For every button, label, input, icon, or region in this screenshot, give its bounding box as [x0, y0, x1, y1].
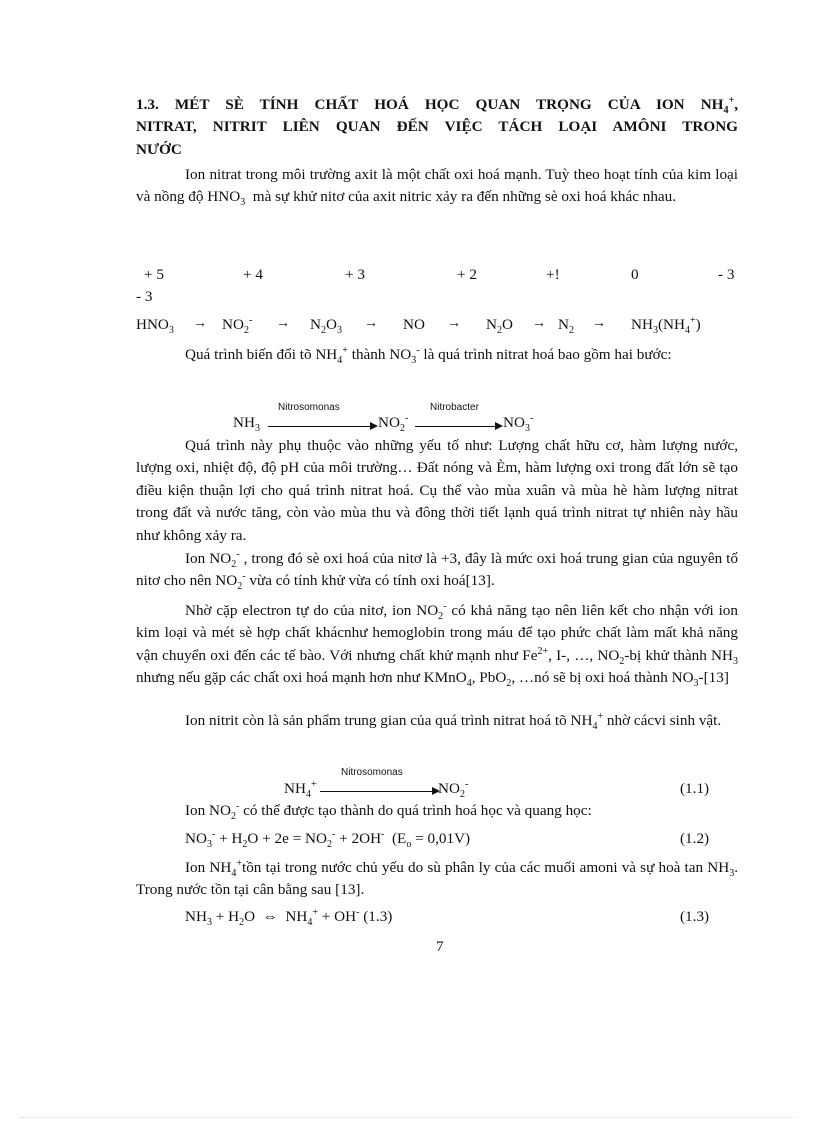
para6-sup: + [597, 710, 604, 722]
nitrif-nh3-text: NH [233, 414, 255, 431]
chain-nh3-sub: 3 [652, 325, 658, 337]
chain-n2 [558, 316, 574, 337]
heading-sup: + [728, 94, 735, 106]
chain-n2-sub: 2 [568, 325, 574, 337]
arrow-line-2 [415, 426, 497, 427]
label-nitrobacter: Nitrobacter [430, 402, 479, 413]
eq12-volt: = 0,01V) [411, 830, 471, 847]
arrow-line-3 [320, 791, 434, 792]
chain-n2o3-o: O [325, 316, 337, 333]
paragraph-3: Quá trình này phụ thuộc vào những yếu tố như: Lượng chất hữu cơ, hàm lượng nước, lượng oxi, nhiệt độ, độ pH của môi trường… Đất nóng và Èm, hàm lượng oxi trong đất lớn sẽ tạo điều kiện thuận lợi cho quá trình nitrat hoá. Cụ thể vào mùa xuân và mùa hè hàm lượng nitrat trong đất và nước tăng, còn vào mùa thu và đông thời tiết lạnh quá trình nitrat tự nhiên này hầu như không xảy ra. [136, 437, 738, 544]
ox-state-extra: - 3 [136, 288, 153, 305]
eq13-sub3: 4 [307, 917, 313, 929]
eq12-sup3: - [332, 828, 336, 840]
para6-text-b: nhờ cácvi sinh vật. [603, 712, 722, 729]
eq12-sub1: 3 [206, 839, 212, 851]
eq13-sup4: - [356, 906, 360, 918]
para6-text-a: Ion nitrit còn là sản phẩm trung gian của quá trình nitrat hoá tõ NH [185, 712, 593, 729]
para2-text-c: là quá trình nitrat hoá bao gồm hai bước: [419, 346, 672, 363]
heading-line-1 [136, 94, 738, 116]
para1-text-a: Ion nitrat trong môi trường axit là một chất oxi hoá mạnh. Tuỳ theo hoạt tính của kim loại và nồng độ HNO [136, 166, 738, 206]
eq12-sup1: - [211, 828, 216, 840]
eq12-number: (1.2) [680, 830, 710, 847]
eq13-equilibrium-arrow: ⇔ [262, 908, 278, 925]
para5-text-d: -bị khử thành NH [624, 646, 733, 664]
paragraph-1 [136, 164, 738, 209]
heading-line-1-text: 1.3. MÉT SÈ TÍNH CHẤT HOÁ HỌC QUAN TRỌNG CỦA ION NH [136, 96, 724, 113]
chain-close-paren: ) [695, 316, 701, 333]
eq13-number: (1.3) [680, 908, 710, 925]
para5-text-f: , PbO [471, 669, 507, 687]
nitrif-no3-sup: - [529, 412, 534, 424]
heading-sub: 4 [723, 105, 729, 117]
ox-state-6: 0 [631, 266, 639, 283]
nitrif-no2-sub: 2 [399, 423, 405, 435]
eq13-sub2: 2 [239, 917, 245, 929]
chain-n2o3-sub2: 3 [336, 325, 342, 337]
nitrif-no2-text: NO [378, 414, 400, 431]
heading-comma: , [734, 96, 738, 113]
label-nitrosomonas-2: Nitrosomonas [341, 767, 403, 778]
ox-state-7: - 3 [718, 266, 735, 283]
para5-text-h: -[13] [698, 669, 729, 687]
eq12-oh: + 2OH [335, 830, 382, 847]
eq12-sub-o: o [406, 839, 412, 851]
eq12-eq-no2: = NO [288, 830, 327, 847]
para1-sub: 3 [240, 197, 246, 209]
eq12-e: (E [388, 830, 407, 847]
paragraph-2 [136, 344, 738, 366]
chain-n2o3-n: N [310, 316, 321, 333]
heading-line-3: NƯỚC [136, 140, 182, 158]
eq11-no2-sup: - [464, 778, 469, 790]
chain-n2o-n: N [486, 316, 497, 333]
para5-sub3: 3 [733, 655, 738, 667]
para5-text-a: Nhờ cặp electron tự do của nitơ, ion NO [185, 602, 439, 619]
eq11-no2-sub: 2 [459, 789, 465, 801]
arrowhead-2 [495, 422, 503, 430]
eq13-sub1: 3 [206, 917, 212, 929]
nitrif-no3 [503, 412, 534, 435]
para5-text-e: nhưng nếu gặp các chất oxi hoá mạnh hơn như KMnO [136, 669, 467, 687]
para1-text-b: mà sự khử nitơ của axit nitric xảy ra đến những sè oxi hoá khác nhau. [252, 188, 677, 206]
para4-text-c: vừa có tính khử vừa có tính oxi hoá[13]. [245, 572, 495, 590]
para5-sub5: 2 [506, 678, 512, 690]
eq13-oh: + OH [318, 908, 357, 925]
chain-no2-sup: - [248, 314, 253, 326]
paragraph-4 [136, 548, 738, 593]
eq11-nh4-sup: + [310, 778, 317, 790]
para4-sub1: 2 [231, 559, 237, 571]
ox-state-1: + 5 [144, 266, 164, 283]
chain-arrow-3: → [364, 316, 378, 331]
chain-hno3-text: HNO [136, 316, 169, 333]
para5-sub2: 2 [619, 655, 625, 667]
chain-no2 [222, 314, 253, 337]
chain-n2o3 [310, 316, 342, 337]
para5-text-c: , I-, …, NO [548, 646, 620, 664]
para5-sub6: 3 [693, 678, 699, 690]
eq12-sub2: 2 [242, 839, 248, 851]
chain-n2-n: N [558, 316, 569, 333]
bottom-border [20, 1117, 796, 1118]
chain-no: NO [403, 316, 425, 333]
paragraph-5 [136, 600, 738, 690]
chain-arrow-6: → [592, 316, 606, 331]
para2-sup2: - [416, 344, 420, 356]
chain-arrow-5: → [532, 316, 546, 331]
para5-sup1: - [443, 600, 447, 612]
eq13-nh3: NH [185, 908, 207, 925]
eq13-nh4: NH [285, 908, 308, 925]
chain-nh4-sub: 4 [684, 325, 690, 337]
para4-text-a: Ion NO [185, 550, 232, 567]
chain-n2o [486, 316, 513, 337]
nitrif-nh3 [233, 414, 260, 435]
para4-text-b: , trong đó sè oxi hoá của nitơ là +3, đây là mức oxi hoá trung gian của nguyên tố nitơ cho nên NO [136, 550, 738, 590]
paragraph-8 [136, 857, 738, 902]
eq12-sub3: 2 [327, 839, 332, 851]
chain-arrow-4: → [447, 316, 461, 331]
paragraph-7 [136, 800, 738, 822]
eq13-equation [185, 906, 393, 929]
nitrif-nh3-sub: 3 [254, 423, 260, 435]
chain-nh4-sup: + [689, 314, 696, 326]
arrowhead-1 [370, 422, 378, 430]
eq12-sup4: - [381, 828, 385, 840]
eq11-number: (1.1) [680, 780, 710, 797]
eq13-sup3: + [312, 906, 318, 918]
para8-sub1: 4 [231, 868, 237, 880]
chain-no2-text: NO [222, 316, 244, 333]
para4-sup1: - [236, 548, 240, 560]
para5-sup2: 2+ [537, 645, 549, 657]
chain-arrow-1: → [193, 316, 207, 331]
label-nitrosomonas-1: Nitrosomonas [278, 402, 340, 413]
nitrif-no3-sub: 3 [524, 423, 530, 435]
eq12-equation [185, 828, 471, 851]
para5-text-g: , …nó sẽ bị oxi hoá thành NO [511, 669, 694, 687]
para6-sub: 4 [592, 721, 598, 733]
chain-n2o-o: O [501, 316, 513, 333]
chain-n2o-sub: 2 [496, 325, 502, 337]
chain-hno3-sub: 3 [168, 325, 174, 337]
chain-arrow-2: → [276, 316, 290, 331]
section-heading [136, 94, 738, 161]
nitrif-no2-sup: - [404, 412, 409, 424]
paragraph-6 [136, 710, 738, 732]
para5-sub1: 2 [438, 611, 444, 623]
para7-sub: 2 [230, 811, 236, 823]
eq13-inline-number: (1.3) [359, 908, 393, 925]
para5-text-b: có khả năng tạo nên liên kết cho nhận với ion kim loại và mét sè hợp chất khácnhư hemoglobin trong máu để tạo phức chất làm mất khả năng vận chuyển oxi đến các tế bào. Với nhưng chất khử mạnh như Fe [136, 602, 738, 664]
eq12-no3: NO [185, 830, 207, 847]
eq11-nh4-sub: 4 [305, 789, 311, 801]
para8-text-c: . Trong nước tồn tại cân bằng sau [13]. [136, 859, 738, 899]
para2-text-b: thành NO [347, 346, 412, 363]
ox-state-2: + 4 [243, 266, 263, 283]
heading-line-2: NITRAT, NITRIT LIÊN QUAN ĐẾN VIỆC TÁCH LOẠI AMÔNI TRONG [136, 118, 738, 136]
eq11-nh4-text: NH [284, 780, 306, 797]
eq13-o: O [244, 908, 256, 925]
para5-sub4: 4 [466, 678, 472, 690]
para2-text-a: Quá trình biến đổi tõ NH [185, 346, 338, 363]
para8-text-b: tồn tại trong nước chủ yếu do sù phân ly của các muối amoni và sự hoà tan NH [241, 859, 730, 876]
para4-sub2: 2 [237, 581, 243, 593]
chain-nh3-text: NH [631, 316, 653, 333]
para7-sup: - [235, 800, 240, 812]
ox-state-5: +! [546, 266, 560, 283]
para2-sub1: 4 [337, 355, 343, 367]
page-number: 7 [436, 938, 444, 955]
ox-state-3: + 3 [345, 266, 365, 283]
para2-sup1: + [342, 344, 348, 356]
eq11-nh4 [284, 778, 317, 801]
para7-text-b: có thể được tạo thành do quá trình hoá học và quang học: [239, 802, 592, 819]
arrow-line-1 [268, 426, 372, 427]
eq12-h: + H [215, 830, 243, 847]
para8-text-a: Ion NH [185, 859, 232, 876]
chain-n2o3-sub1: 2 [320, 325, 326, 337]
eq11-no2-text: NO [438, 780, 460, 797]
ox-state-4: + 2 [457, 266, 477, 283]
chain-hno3 [136, 316, 174, 337]
para7-text-a: Ion NO [185, 802, 231, 819]
chain-nh3 [631, 314, 701, 337]
chain-no2-sub: 2 [243, 325, 249, 337]
nitrif-no2 [378, 412, 409, 435]
chain-nh4-text: (NH [657, 316, 685, 333]
eq11-no2 [438, 778, 469, 801]
para2-sub2: 3 [411, 355, 417, 367]
para8-sub2: 3 [729, 868, 735, 880]
para8-sup: + [236, 857, 242, 869]
eq13-h: + H [211, 908, 240, 925]
eq12-o-2e: O + 2e [247, 830, 289, 847]
nitrif-no3-text: NO [503, 414, 525, 431]
para4-sup2: - [242, 571, 246, 583]
